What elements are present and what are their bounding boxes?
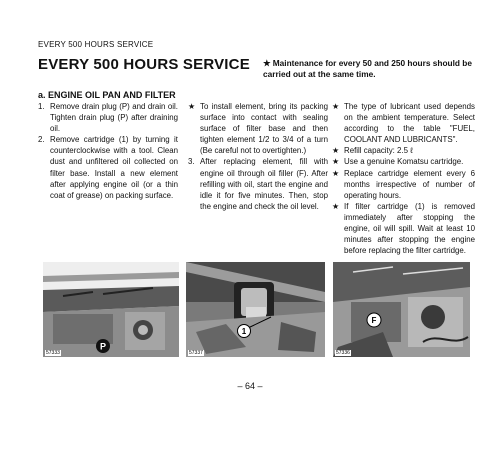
photo-callout: F <box>371 316 377 325</box>
photo-code: 57333 <box>46 350 60 356</box>
step-text: After replacing element, fill with engine oil through oil filler (F). After refilling with oil, start the engine and idle it for five minutes. Then, stop the engine and check the oil level. <box>200 157 328 211</box>
note-text: If filter cartridge (1) is removed immediately after stopping the engine, oil will spill. Wait at least 10 minutes after stopping the engine before replacing the filter cartridge. <box>344 201 475 256</box>
running-head: EVERY 500 HOURS SERVICE <box>38 40 154 49</box>
photo-callout: P <box>99 341 107 352</box>
note-item <box>332 201 475 256</box>
step-number: 3. <box>188 157 195 167</box>
page-title: EVERY 500 HOURS SERVICE <box>38 56 250 73</box>
note-item <box>332 156 475 167</box>
photo-callout: 1 <box>241 327 247 336</box>
notice-text: Maintenance for every 50 and 250 hours should be carried out at the same time. <box>263 58 472 79</box>
text-column-3 <box>332 101 475 256</box>
section-heading: a. ENGINE OIL PAN AND FILTER <box>38 90 176 100</box>
cartridge-photo <box>186 262 325 357</box>
star-icon: ★ <box>332 146 340 156</box>
step-item <box>38 134 178 201</box>
step-text: Remove drain plug (P) and drain oil. Tighten drain plug (P) after draining oil. <box>50 102 178 134</box>
step-item <box>38 101 178 134</box>
star-icon: ★ <box>332 168 340 178</box>
note-text: The type of lubricant used depends on the ambient temperature. Select according to the table "FUEL, COOLANT AND LUBRICANTS". <box>344 102 475 145</box>
note-item <box>188 101 328 156</box>
oil-filler-illustration <box>333 262 470 357</box>
photo-code: 57337 <box>189 350 203 356</box>
star-icon: ★ <box>263 58 271 68</box>
photo-code: 57336 <box>336 350 350 356</box>
cartridge-illustration <box>186 262 325 357</box>
page-number: – 64 – <box>237 381 263 391</box>
step-number: 1. <box>38 102 45 111</box>
star-icon: ★ <box>332 157 340 167</box>
step-item <box>188 156 328 211</box>
step-text: Remove cartridge (1) by turning it counterclockwise with a tool. Clean dust and unfiltered oil collected on filter base. Install a new element after applying engine oil (or a thin coat of grease) on packing surface. <box>50 135 178 200</box>
text-column-2 <box>188 101 328 212</box>
maintenance-notice <box>263 58 473 80</box>
note-text: Replace cartridge element every 6 months irrespective of number of operating hours. <box>344 168 475 200</box>
step-number: 2. <box>38 135 45 145</box>
note-item <box>332 101 475 145</box>
note-item <box>332 168 475 201</box>
note-text: To install element, bring its packing surface into contact with sealing surface of filter base and then tighten element 1/2 to 3/4 of a turn (Be careful not to overtighten.) <box>200 102 328 156</box>
drain-plug-photo <box>43 262 179 357</box>
star-icon: ★ <box>332 201 340 211</box>
note-text: Use a genuine Komatsu cartridge. <box>344 157 464 167</box>
star-icon: ★ <box>188 102 196 111</box>
refill-capacity-text: Refill capacity: 2.5 ℓ <box>344 146 413 156</box>
text-column-1 <box>38 101 178 201</box>
oil-filler-photo <box>333 262 470 357</box>
drain-plug-illustration <box>43 262 179 357</box>
note-item <box>332 145 475 156</box>
star-icon: ★ <box>332 102 340 111</box>
